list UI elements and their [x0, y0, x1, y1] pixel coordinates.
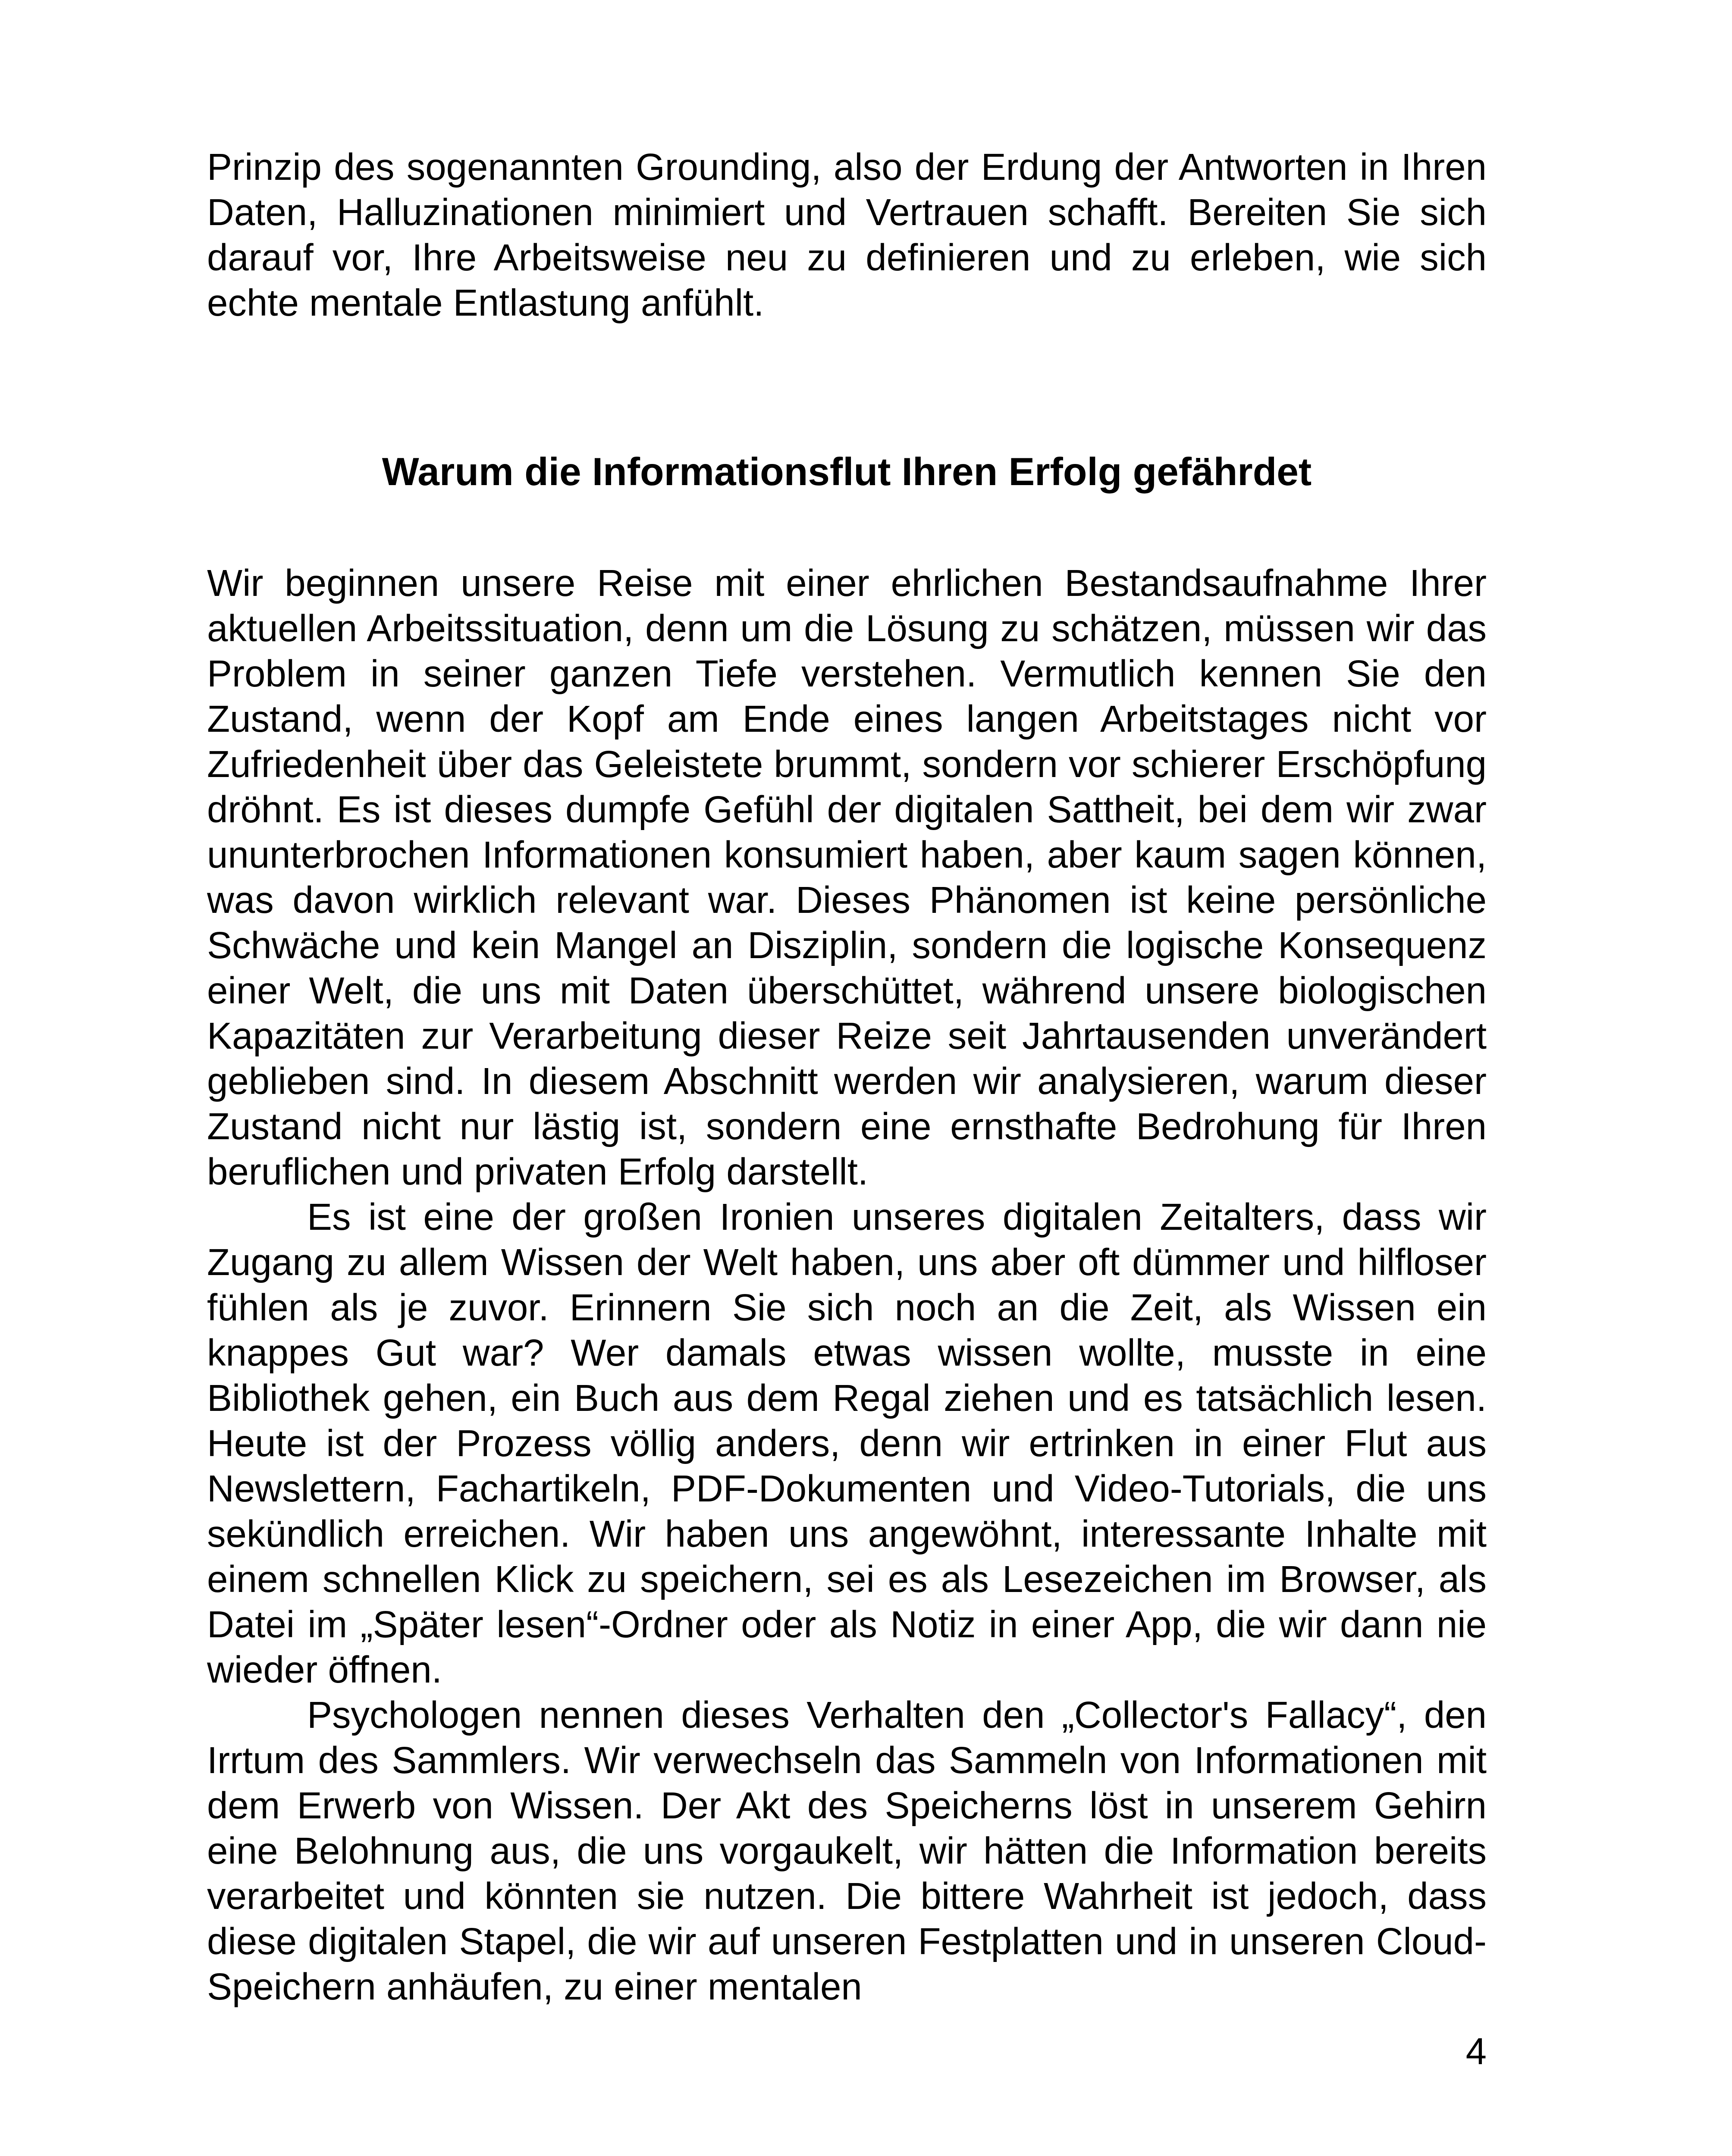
page-number: 4: [1465, 2031, 1487, 2072]
intro-paragraph: Prinzip des sogenannten Grounding, also der Erdung der Antworten in Ihren Daten, Halluzinationen minimiert und Vertrauen schafft. Bereiten Sie sich darauf vor, Ihre Arbeitsweise neu zu definieren und zu erleben, wie sich echte mentale Entlastung anfühlt.: [207, 146, 1487, 324]
section-heading: Warum die Informationsflut Ihren Erfolg gefährdet: [382, 450, 1312, 494]
page-body: [207, 144, 1487, 2009]
body-paragraph-3: Psychologen nennen dieses Verhalten den „Collector's Fallacy“, den Irrtum des Sammlers. Wir verwechseln das Sammeln von Informationen mit dem Erwerb von Wissen. Der Akt des Speicherns löst in unserem Gehirn eine Belohnung aus, die uns vorgaukelt, wir hätten die Information bereits verarbeitet und könnten sie nutzen. Die bittere Wahrheit ist jedoch, dass diese digitalen Stapel, die wir auf unseren Festplatten und in unseren Cloud-Speichern anhäufen, zu einer mentalen: [207, 1694, 1487, 2008]
body-paragraph-2: Es ist eine der großen Ironien unseres digitalen Zeitalters, dass wir Zugang zu allem Wissen der Welt haben, uns aber oft dümmer und hilfloser fühlen als je zuvor. Erinnern Sie sich noch an die Zeit, als Wissen ein knappes Gut war? Wer damals etwas wissen wollte, musste in eine Bibliothek gehen, ein Buch aus dem Regal ziehen und es tatsächlich lesen. Heute ist der Prozess völlig anders, denn wir ertrinken in einer Flut aus Newslettern, Fachartikeln, PDF-Dokumenten und Video-Tutorials, die uns sekündlich erreichen. Wir haben uns angewöhnt, interessante Inhalte mit einem schnellen Klick zu speichern, sei es als Lesezeichen im Browser, als Datei im „Später lesen“-Ordner oder als Notiz in einer App, die wir dann nie wieder öffnen.: [207, 1196, 1487, 1691]
body-paragraph-1: Wir beginnen unsere Reise mit einer ehrlichen Bestandsaufnahme Ihrer aktuellen Arbeitssituation, denn um die Lösung zu schätzen, müssen wir das Problem in seiner ganzen Tiefe verstehen. Vermutlich kennen Sie den Zustand, wenn der Kopf am Ende eines langen Arbeitstages nicht vor Zufriedenheit über das Geleistete brummt, sondern vor schierer Erschöpfung dröhnt. Es ist dieses dumpfe Gefühl der digitalen Sattheit, bei dem wir zwar ununterbrochen Informationen konsumiert haben, aber kaum sagen können, was davon wirklich relevant war. Dieses Phänomen ist keine persönliche Schwäche und kein Mangel an Disziplin, sondern die logische Konsequenz einer Welt, die uns mit Daten überschüttet, während unsere biologischen Kapazitäten zur Verarbeitung dieser Reize seit Jahrtausenden unverändert geblieben sind. In diesem Abschnitt werden wir analysieren, warum dieser Zustand nicht nur lästig ist, sondern eine ernsthafte Bedrohung für Ihren beruflichen und privaten Erfolg darstellt.: [207, 562, 1487, 1193]
